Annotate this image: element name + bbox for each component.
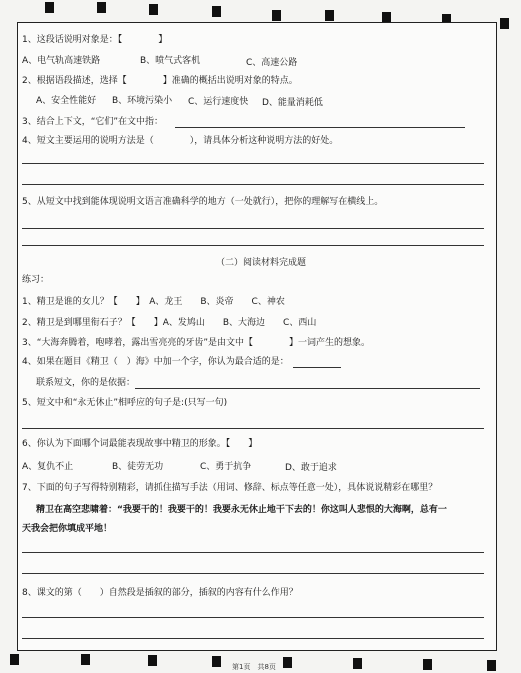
q2-option-d: D、能量消耗低 — [262, 98, 323, 108]
registration-mark — [212, 656, 221, 667]
question-1: 1、这段话说明对象是：【 】 — [22, 35, 168, 45]
registration-mark — [148, 655, 157, 666]
s2-q6-option-d: D、敢于追求 — [285, 463, 337, 473]
answer-line — [135, 388, 480, 389]
s2-question-6: 6、你认为下面哪个词最能表现故事中精卫的形象。【 】 — [22, 439, 258, 449]
answer-line — [175, 127, 465, 128]
registration-mark — [149, 4, 158, 15]
registration-mark — [423, 659, 432, 670]
answer-line — [22, 428, 484, 429]
question-4: 4、短文主要运用的说明方法是（ ），请具体分析这种说明方法的好处。 — [22, 136, 339, 146]
s2-question-8: 8、课文的第（ ）自然段是插叙的部分，插叙的内容有什么作用？ — [22, 588, 298, 598]
page-number: 第1页 共8页 — [232, 663, 276, 671]
s2-question-2: 2、精卫是到哪里衔石子？【 】A、发鸠山 B、大海边 C、西山 — [22, 318, 317, 328]
registration-mark — [212, 6, 221, 17]
s2-q6-option-c: C、勇于抗争 — [200, 462, 252, 472]
quote-line-2: 天我会把你填成平地！ — [22, 524, 113, 534]
registration-mark — [325, 10, 334, 21]
answer-line — [22, 184, 484, 185]
answer-line — [22, 245, 484, 246]
practice-label: 练习： — [22, 275, 50, 285]
q2-option-b: B、环境污染小 — [112, 96, 173, 106]
s2-question-1: 1、精卫是谁的女儿？【 】 A、龙王 B、炎帝 C、神农 — [22, 297, 285, 307]
s2-question-4: 4、如果在题目《精卫（ ）海》中加一个字，你认为最合适的是： — [22, 357, 289, 367]
registration-mark — [353, 658, 362, 669]
s2-question-4b: 联系短文，你的是依据： — [36, 378, 136, 388]
question-2: 2、根据语段描述，选择【 】准确的概括出说明对象的特点。 — [22, 76, 298, 86]
s2-q6-option-b: B、徒劳无功 — [112, 462, 164, 472]
answer-line — [293, 367, 341, 368]
s2-question-3: 3、“大海奔腾着，咆哮着，露出雪亮亮的牙齿”是由文中【 】一词产生的想象。 — [22, 338, 371, 348]
answer-line — [22, 163, 484, 164]
s2-question-7: 7、下面的句子写得特别精彩，请抓住描写手法（用词、修辞、标点等任意一处），具体说说精彩在哪里？ — [22, 483, 438, 493]
q1-option-c: C、高速公路 — [246, 58, 298, 68]
registration-mark — [45, 2, 54, 13]
registration-mark — [283, 657, 292, 668]
question-5: 5、从短文中找到能体现说明文语言准确科学的地方（一处就行），把你的理解写在横线上。 — [22, 197, 384, 207]
answer-line — [22, 617, 484, 618]
question-3: 3、结合上下文，“它们”在文中指： — [22, 117, 164, 127]
registration-mark — [487, 660, 496, 671]
s2-q6-option-a: A、复仇不止 — [22, 462, 74, 472]
answer-line — [22, 638, 484, 639]
answer-line — [22, 552, 484, 553]
answer-line — [22, 573, 484, 574]
registration-mark — [500, 18, 509, 29]
q2-option-a: A、安全性能好 — [36, 96, 97, 106]
q1-option-a: A、电气轨高速铁路 — [22, 56, 101, 66]
q2-option-c: C、运行速度快 — [188, 97, 249, 107]
registration-mark — [81, 654, 90, 665]
s2-question-5: 5、短文中和“永无休止”相呼应的句子是:(只写一句) — [22, 398, 228, 408]
quote-line-1: 精卫在高空悲啸着：“我要干的！我要干的！我要永无休止地干下去的！你这叫人悲恨的大海啊，总有一 — [36, 505, 447, 515]
q1-option-b: B、喷气式客机 — [140, 56, 201, 66]
registration-mark — [272, 10, 281, 21]
registration-mark — [97, 2, 106, 13]
section-heading: （二）阅读材料完成题 — [216, 258, 307, 268]
answer-line — [22, 228, 484, 229]
registration-mark — [10, 654, 19, 665]
